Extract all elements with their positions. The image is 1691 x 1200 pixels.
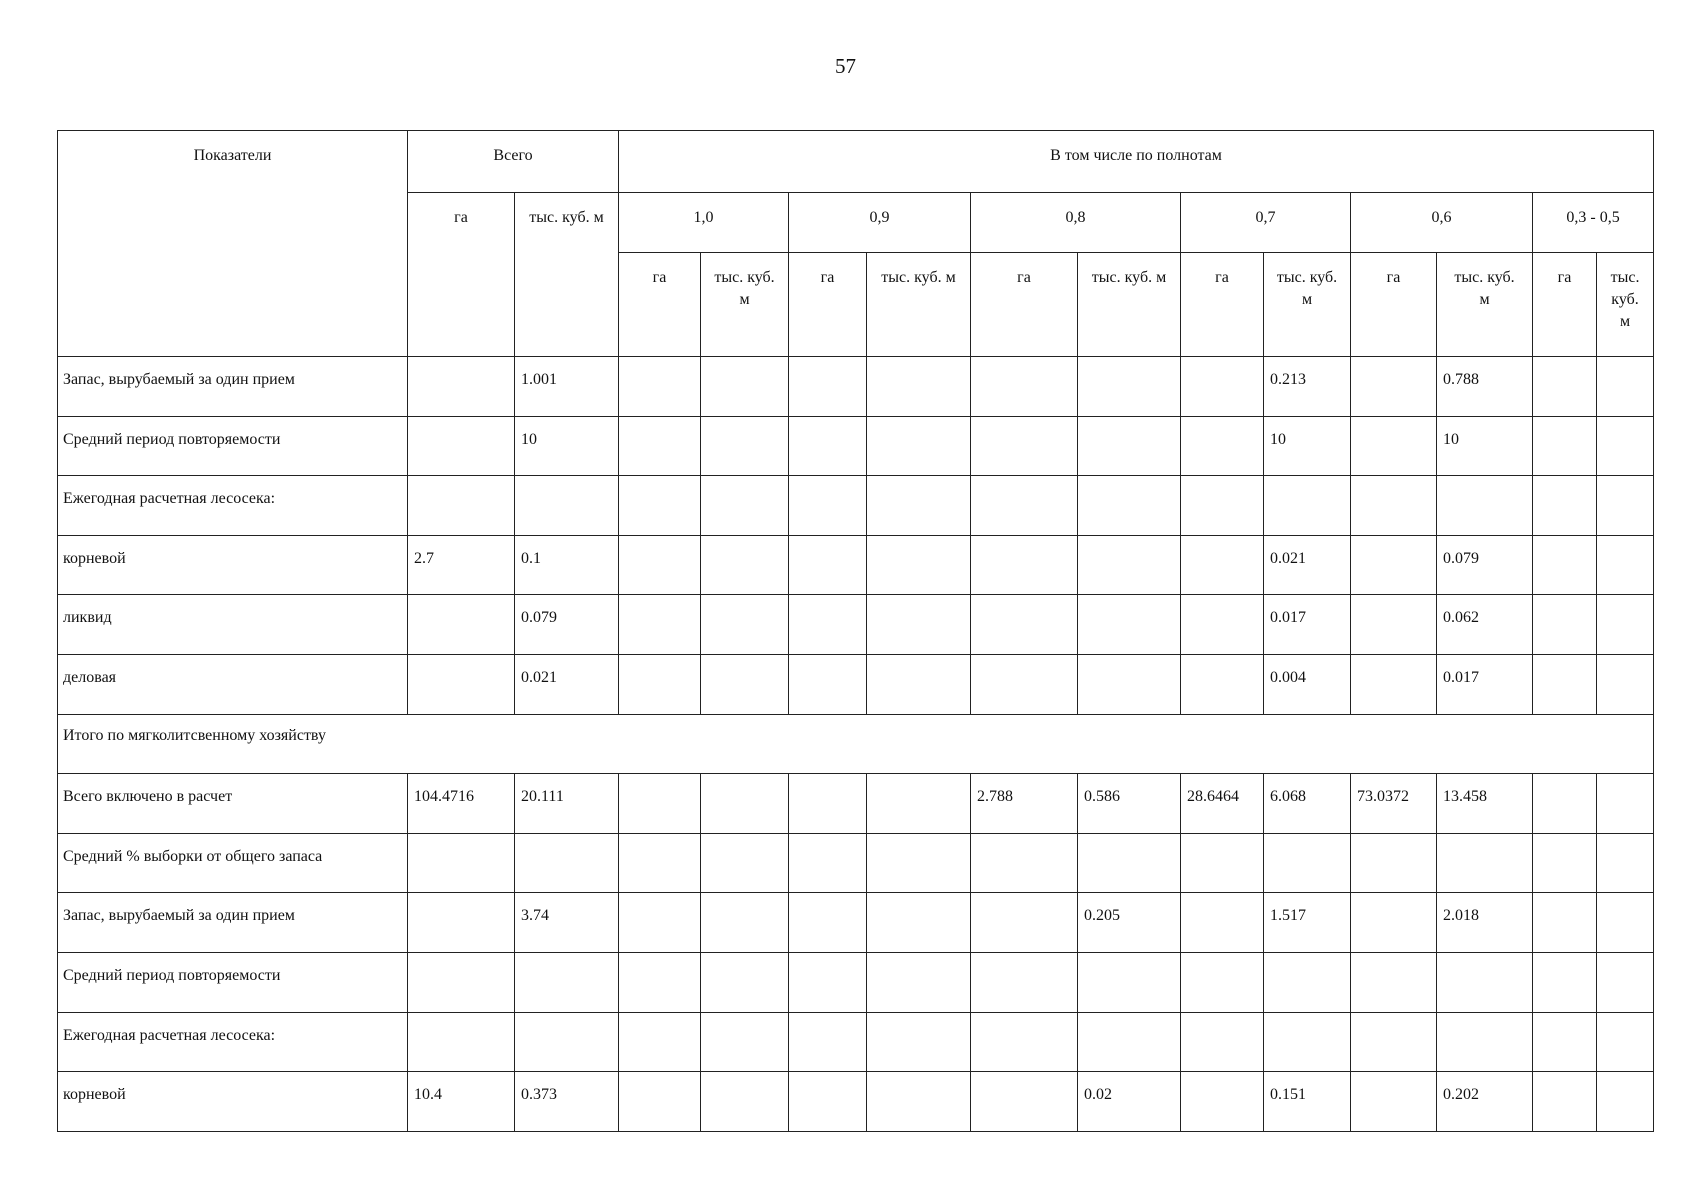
table-row	[58, 1012, 1654, 1072]
row-label: Средний период повторяемости	[58, 416, 408, 476]
header-density-0-3-0-5: 0,3 - 0,5	[1533, 193, 1654, 253]
value-cell	[1078, 952, 1181, 1012]
value-cell	[701, 416, 789, 476]
value-cell: 20.111	[515, 774, 619, 834]
value-cell: 0.079	[1437, 535, 1533, 595]
value-cell	[867, 476, 971, 536]
value-cell	[971, 535, 1078, 595]
value-cell	[1597, 774, 1654, 834]
header-density-0-7: 0,7	[1181, 193, 1351, 253]
value-cell	[789, 1012, 867, 1072]
value-cell	[408, 893, 515, 953]
table-row	[58, 774, 1654, 834]
table-row	[58, 595, 1654, 655]
header-volume: тыс. куб. м	[1597, 253, 1654, 357]
value-cell	[1351, 952, 1437, 1012]
row-label: Запас, вырубаемый за один прием	[58, 893, 408, 953]
value-cell	[1351, 357, 1437, 417]
value-cell: 0.373	[515, 1072, 619, 1132]
value-cell	[789, 357, 867, 417]
value-cell	[515, 1012, 619, 1072]
value-cell	[971, 1072, 1078, 1132]
value-cell	[619, 535, 701, 595]
value-cell: 0.586	[1078, 774, 1181, 834]
value-cell	[1181, 893, 1264, 953]
header-volume: тыс. куб. м	[1264, 253, 1351, 357]
value-cell	[971, 416, 1078, 476]
header-volume: тыс. куб. м	[701, 253, 789, 357]
value-cell: 0.02	[1078, 1072, 1181, 1132]
table-row	[58, 833, 1654, 893]
value-cell	[789, 1072, 867, 1132]
value-cell	[1351, 833, 1437, 893]
value-cell: 0.1	[515, 535, 619, 595]
value-cell	[408, 1012, 515, 1072]
value-cell	[1078, 833, 1181, 893]
value-cell	[971, 595, 1078, 655]
value-cell	[789, 476, 867, 536]
value-cell: 0.151	[1264, 1072, 1351, 1132]
value-cell	[1078, 416, 1181, 476]
value-cell	[1264, 1012, 1351, 1072]
row-label: корневой	[58, 535, 408, 595]
value-cell	[1181, 476, 1264, 536]
value-cell	[1078, 1012, 1181, 1072]
value-cell	[789, 595, 867, 655]
value-cell	[701, 535, 789, 595]
value-cell	[1181, 1072, 1264, 1132]
header-ha: га	[789, 253, 867, 357]
value-cell	[1181, 1012, 1264, 1072]
value-cell	[619, 357, 701, 417]
value-cell	[701, 893, 789, 953]
value-cell	[619, 595, 701, 655]
value-cell	[1181, 357, 1264, 417]
value-cell	[619, 774, 701, 834]
value-cell: 1.517	[1264, 893, 1351, 953]
row-label: Всего включено в расчет	[58, 774, 408, 834]
row-label: Запас, вырубаемый за один прием	[58, 357, 408, 417]
value-cell: 10.4	[408, 1072, 515, 1132]
value-cell	[867, 1012, 971, 1072]
value-cell: 10	[1264, 416, 1351, 476]
value-cell	[1351, 595, 1437, 655]
header-volume: тыс. куб. м	[867, 253, 971, 357]
value-cell	[867, 952, 971, 1012]
row-label: Ежегодная расчетная лесосека:	[58, 476, 408, 536]
value-cell	[1597, 1072, 1654, 1132]
value-cell	[1533, 833, 1597, 893]
value-cell	[1181, 833, 1264, 893]
value-cell	[971, 357, 1078, 417]
value-cell	[1078, 535, 1181, 595]
table-row	[58, 893, 1654, 953]
value-cell	[1264, 476, 1351, 536]
value-cell	[701, 1072, 789, 1132]
value-cell	[408, 833, 515, 893]
value-cell	[619, 1072, 701, 1132]
value-cell: 0.017	[1437, 654, 1533, 714]
row-label: Средний % выборки от общего запаса	[58, 833, 408, 893]
value-cell: 0.021	[515, 654, 619, 714]
row-label: Средний период повторяемости	[58, 952, 408, 1012]
value-cell: 0.017	[1264, 595, 1351, 655]
row-label: Ежегодная расчетная лесосека:	[58, 1012, 408, 1072]
value-cell	[619, 416, 701, 476]
header-ha: га	[971, 253, 1078, 357]
value-cell: 2.018	[1437, 893, 1533, 953]
header-including-by-density: В том числе по полнотам	[619, 131, 1654, 193]
value-cell	[971, 893, 1078, 953]
header-volume: тыс. куб. м	[1078, 253, 1181, 357]
value-cell	[867, 595, 971, 655]
value-cell	[1437, 952, 1533, 1012]
value-cell: 10	[515, 416, 619, 476]
value-cell	[701, 1012, 789, 1072]
value-cell: 0.202	[1437, 1072, 1533, 1132]
value-cell: 0.079	[515, 595, 619, 655]
value-cell	[408, 595, 515, 655]
value-cell: 104.4716	[408, 774, 515, 834]
value-cell	[867, 535, 971, 595]
value-cell	[408, 357, 515, 417]
value-cell	[408, 952, 515, 1012]
value-cell	[515, 952, 619, 1012]
value-cell	[701, 654, 789, 714]
value-cell: 0.004	[1264, 654, 1351, 714]
table-body	[58, 357, 1654, 1132]
header-density-0-8: 0,8	[971, 193, 1181, 253]
value-cell	[971, 833, 1078, 893]
value-cell: 2.788	[971, 774, 1078, 834]
value-cell	[1351, 476, 1437, 536]
value-cell: 2.7	[408, 535, 515, 595]
value-cell	[619, 952, 701, 1012]
value-cell	[701, 476, 789, 536]
value-cell	[1597, 535, 1654, 595]
value-cell	[1181, 952, 1264, 1012]
value-cell	[1597, 476, 1654, 536]
value-cell	[867, 654, 971, 714]
table-row	[58, 416, 1654, 476]
value-cell	[1533, 774, 1597, 834]
value-cell	[1437, 1012, 1533, 1072]
header-ha: га	[1181, 253, 1264, 357]
value-cell	[619, 893, 701, 953]
value-cell	[1437, 476, 1533, 536]
value-cell	[1351, 1012, 1437, 1072]
value-cell	[1533, 1072, 1597, 1132]
value-cell	[515, 833, 619, 893]
value-cell: 10	[1437, 416, 1533, 476]
value-cell	[789, 416, 867, 476]
value-cell	[789, 535, 867, 595]
header-volume: тыс. куб. м	[1437, 253, 1533, 357]
value-cell	[1181, 535, 1264, 595]
value-cell	[1533, 952, 1597, 1012]
value-cell	[971, 1012, 1078, 1072]
value-cell	[619, 654, 701, 714]
value-cell	[1597, 1012, 1654, 1072]
value-cell	[789, 952, 867, 1012]
value-cell: 13.458	[1437, 774, 1533, 834]
value-cell	[1264, 833, 1351, 893]
value-cell: 6.068	[1264, 774, 1351, 834]
header-density-0-6: 0,6	[1351, 193, 1533, 253]
value-cell	[971, 654, 1078, 714]
value-cell	[867, 893, 971, 953]
value-cell	[408, 416, 515, 476]
value-cell	[1597, 952, 1654, 1012]
value-cell	[1597, 416, 1654, 476]
table-row	[58, 535, 1654, 595]
value-cell	[1181, 654, 1264, 714]
header-ha: га	[1533, 253, 1597, 357]
table-row	[58, 476, 1654, 536]
value-cell: 0.213	[1264, 357, 1351, 417]
value-cell: 0.788	[1437, 357, 1533, 417]
table-row	[58, 357, 1654, 417]
value-cell	[1181, 416, 1264, 476]
value-cell	[1533, 893, 1597, 953]
value-cell	[1533, 476, 1597, 536]
page-number: 57	[835, 54, 856, 78]
value-cell	[1078, 357, 1181, 417]
section-row	[58, 714, 1654, 774]
value-cell	[1078, 595, 1181, 655]
value-cell	[1351, 1072, 1437, 1132]
value-cell	[701, 595, 789, 655]
forest-indicators-table	[57, 130, 1654, 1132]
value-cell	[789, 774, 867, 834]
value-cell	[1533, 595, 1597, 655]
value-cell	[1264, 952, 1351, 1012]
value-cell	[1533, 357, 1597, 417]
value-cell: 28.6464	[1181, 774, 1264, 834]
value-cell	[1078, 654, 1181, 714]
row-label: корневой	[58, 1072, 408, 1132]
value-cell	[701, 357, 789, 417]
value-cell: 0.205	[1078, 893, 1181, 953]
row-label: деловая	[58, 654, 408, 714]
value-cell: 73.0372	[1351, 774, 1437, 834]
value-cell	[1533, 535, 1597, 595]
value-cell	[408, 476, 515, 536]
table-row	[58, 952, 1654, 1012]
header-total: Всего	[408, 131, 619, 193]
value-cell	[1597, 654, 1654, 714]
value-cell	[1078, 476, 1181, 536]
table-row	[58, 1072, 1654, 1132]
value-cell	[1351, 654, 1437, 714]
value-cell	[619, 833, 701, 893]
value-cell: 0.021	[1264, 535, 1351, 595]
header-indicators: Показатели	[58, 131, 408, 357]
value-cell: 1.001	[515, 357, 619, 417]
section-title: Итого по мягколитсвенному хозяйству	[58, 714, 1654, 774]
value-cell	[1533, 1012, 1597, 1072]
value-cell	[867, 357, 971, 417]
value-cell	[867, 833, 971, 893]
value-cell	[515, 476, 619, 536]
value-cell	[1533, 416, 1597, 476]
value-cell	[1597, 833, 1654, 893]
value-cell	[408, 654, 515, 714]
value-cell	[867, 774, 971, 834]
value-cell	[971, 476, 1078, 536]
value-cell	[701, 952, 789, 1012]
value-cell	[971, 952, 1078, 1012]
value-cell	[867, 416, 971, 476]
value-cell	[619, 476, 701, 536]
value-cell: 3.74	[515, 893, 619, 953]
header-total-ha: га	[408, 193, 515, 357]
row-label: ликвид	[58, 595, 408, 655]
header-ha: га	[1351, 253, 1437, 357]
header-total-volume: тыс. куб. м	[515, 193, 619, 357]
header-density-1-0: 1,0	[619, 193, 789, 253]
value-cell	[789, 893, 867, 953]
value-cell	[789, 833, 867, 893]
table-row	[58, 654, 1654, 714]
value-cell	[789, 654, 867, 714]
value-cell	[1351, 416, 1437, 476]
value-cell	[1597, 357, 1654, 417]
header-density-0-9: 0,9	[789, 193, 971, 253]
value-cell	[619, 1012, 701, 1072]
value-cell: 0.062	[1437, 595, 1533, 655]
value-cell	[1351, 893, 1437, 953]
value-cell	[1181, 595, 1264, 655]
value-cell	[1597, 595, 1654, 655]
value-cell	[1533, 654, 1597, 714]
header-ha: га	[619, 253, 701, 357]
value-cell	[1351, 535, 1437, 595]
value-cell	[1437, 833, 1533, 893]
value-cell	[701, 774, 789, 834]
value-cell	[867, 1072, 971, 1132]
value-cell	[1597, 893, 1654, 953]
value-cell	[701, 833, 789, 893]
